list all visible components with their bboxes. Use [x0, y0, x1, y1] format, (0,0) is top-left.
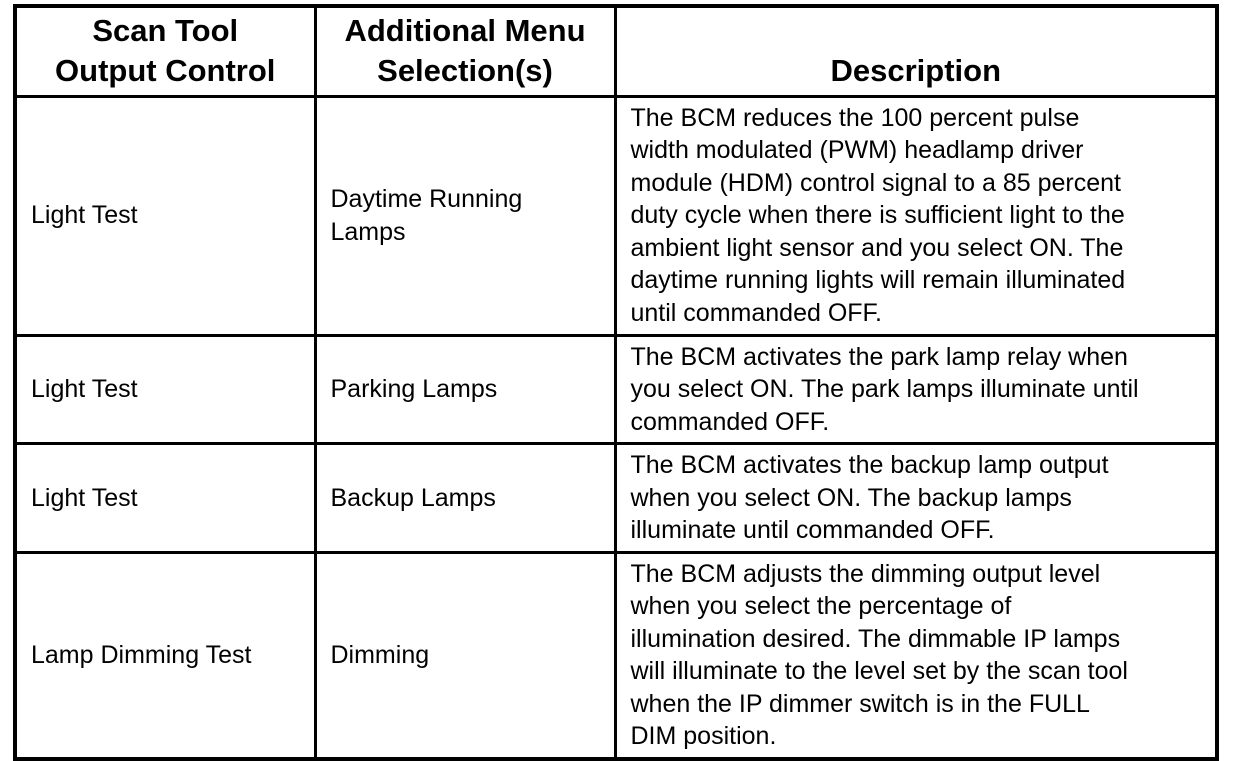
description-line: ambient light sensor and you select ON. The: [630, 233, 1124, 262]
description-line: illumination desired. The dimmable IP lamps: [630, 624, 1121, 653]
cell-menu: Parking Lamps: [315, 335, 615, 444]
header-control-line2: Output Control: [55, 52, 276, 88]
cell-menu-line2: Lamps: [330, 217, 406, 246]
cell-menu: Backup Lamps: [315, 444, 615, 553]
header-row: [15, 6, 1217, 96]
description-line: The BCM activates the park lamp relay when: [630, 342, 1128, 371]
cell-description: [615, 444, 1217, 553]
description-line: you select ON. The park lamps illuminate until: [630, 375, 1139, 403]
cell-menu: Dimming: [315, 552, 615, 759]
header-menu-line1: Additional Menu: [344, 12, 586, 48]
description-line: module (HDM) control signal to a 85 percent: [630, 168, 1122, 197]
header-additional-menu-selections: [315, 6, 615, 96]
cell-control: Light Test: [15, 444, 315, 553]
description-line: when you select the percentage of: [630, 592, 1012, 620]
table-row: [15, 552, 1217, 759]
header-scan-tool-output-control: [15, 6, 315, 96]
description-line: illuminate until commanded OFF.: [630, 516, 995, 544]
header-description: Description: [615, 6, 1217, 96]
output-control-table: [13, 4, 1219, 761]
description-line: DIM position.: [630, 722, 777, 750]
cell-description: [615, 335, 1217, 444]
header-control-line1: Scan Tool: [92, 12, 239, 48]
table-row: [15, 335, 1217, 444]
description-line: The BCM activates the backup lamp output: [630, 451, 1109, 479]
cell-control: Lamp Dimming Test: [15, 552, 315, 759]
cell-description: [615, 96, 1217, 335]
description-line: until commanded OFF.: [630, 298, 882, 327]
cell-description: [615, 552, 1217, 759]
header-menu-line2: Selection(s): [377, 52, 553, 88]
description-line: The BCM reduces the 100 percent pulse: [630, 103, 1080, 132]
description-line: The BCM adjusts the dimming output level: [630, 559, 1101, 588]
cell-menu: [315, 96, 615, 335]
table-row: [15, 444, 1217, 553]
description-line: will illuminate to the level set by the scan tool: [630, 657, 1128, 685]
description-line: commanded OFF.: [630, 407, 830, 436]
description-line: when you select ON. The backup lamps: [630, 483, 1072, 512]
cell-control: Light Test: [15, 335, 315, 444]
description-line: duty cycle when there is sufficient light to the: [630, 201, 1125, 230]
table-row: [15, 96, 1217, 335]
description-line: when the IP dimmer switch is in the FULL: [630, 689, 1090, 718]
description-line: width modulated (PWM) headlamp driver: [630, 136, 1084, 165]
cell-control: Light Test: [15, 96, 315, 335]
description-line: daytime running lights will remain illuminated: [630, 266, 1126, 295]
cell-menu-line1: Daytime Running: [330, 185, 523, 213]
